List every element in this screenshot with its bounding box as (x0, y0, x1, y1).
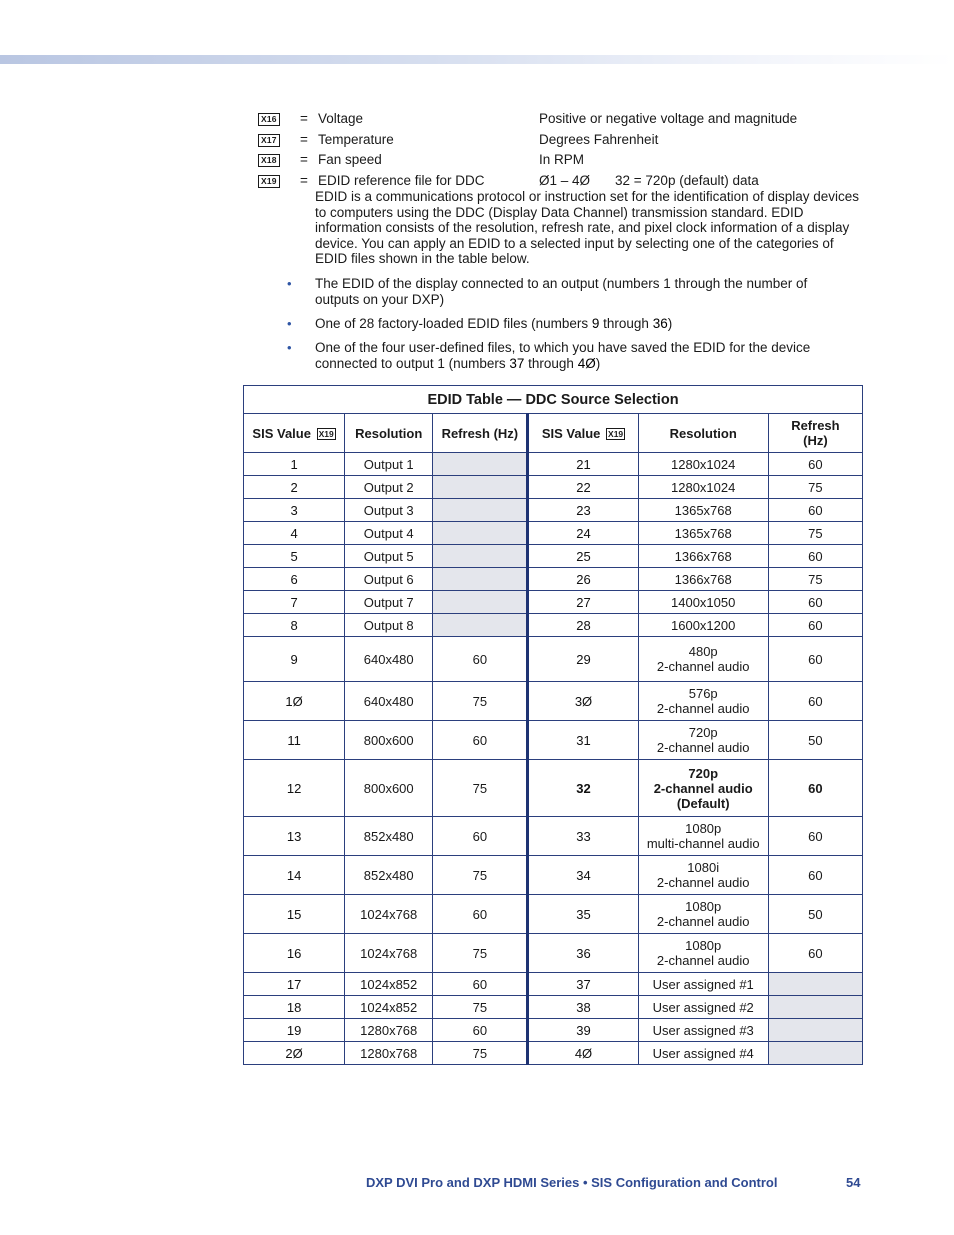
variable-name: Voltage (318, 111, 364, 126)
table-row (244, 499, 863, 522)
cell-resolution: 1024x852 (345, 973, 433, 996)
cell-sis-value: 33 (528, 817, 638, 856)
resolution-line: User assigned #3 (652, 1022, 754, 1038)
cell-resolution: 800x600 (345, 760, 433, 817)
list-item (287, 316, 847, 332)
bullet-number: 37 (509, 356, 525, 371)
table-title: EDID Table — DDC Source Selection (244, 386, 863, 414)
cell-refresh: 60 (433, 973, 528, 996)
variable-description: Positive or negative voltage and magnitude (539, 111, 798, 126)
cell-resolution: Output 7 (345, 591, 433, 614)
cell-sis-value: 12 (244, 760, 345, 817)
variable-name: Fan speed (318, 152, 382, 167)
header-resolution: Resolution (345, 414, 433, 453)
variable-row (258, 152, 858, 173)
table-header-row (244, 414, 863, 453)
cell-refresh (433, 499, 528, 522)
table-row (244, 934, 863, 973)
table-row (244, 856, 863, 895)
cell-resolution: 1024x768 (345, 934, 433, 973)
resolution-line: multi-channel audio (646, 836, 760, 851)
cell-refresh (768, 996, 862, 1019)
cell-refresh: 75 (433, 682, 528, 721)
cell-sis-value: 19 (244, 1019, 345, 1042)
cell-refresh (433, 591, 528, 614)
variable-name: EDID reference file for DDC (318, 172, 485, 188)
cell-resolution: 1280x768 (345, 1019, 433, 1042)
cell-refresh (433, 568, 528, 591)
bullet-text-part: through (599, 316, 653, 331)
resolution-line: 720p (688, 765, 719, 781)
cell-refresh: 60 (768, 614, 862, 637)
cell-sis-value: 2 (244, 476, 345, 499)
resolution-line: User assigned #4 (652, 1045, 754, 1061)
resolution-line: (Default) (676, 795, 730, 811)
resolution-line: 2-channel audio (656, 875, 750, 890)
variable-badge: X18 (258, 154, 280, 167)
bullet-text (315, 340, 810, 371)
cell-refresh: 60 (433, 721, 528, 760)
table-row (244, 545, 863, 568)
cell-refresh: 60 (768, 682, 862, 721)
header-label: SIS Value (252, 425, 311, 441)
cell-sis-value: 8 (244, 614, 345, 637)
cell-resolution: 800x600 (345, 721, 433, 760)
cell-refresh: 75 (433, 760, 528, 817)
cell-refresh (768, 1019, 862, 1042)
cell-sis-value: 22 (528, 476, 638, 499)
cell-refresh: 60 (433, 817, 528, 856)
cell-resolution: 852x480 (345, 856, 433, 895)
cell-resolution: Output 4 (345, 522, 433, 545)
cell-resolution (638, 760, 768, 817)
cell-resolution: Output 8 (345, 614, 433, 637)
cell-resolution (638, 568, 768, 591)
cell-refresh: 60 (433, 637, 528, 682)
resolution-line: User assigned #1 (652, 976, 754, 992)
bullet-text (315, 316, 672, 331)
cell-resolution (638, 996, 768, 1019)
header-badge: X19 (318, 428, 334, 439)
cell-refresh: 60 (433, 1019, 528, 1042)
table-row (244, 453, 863, 476)
cell-resolution: Output 1 (345, 453, 433, 476)
resolution-line: 576p (688, 686, 718, 701)
cell-sis-value: 25 (528, 545, 638, 568)
resolution-line: 1080p (685, 821, 722, 836)
header-sis-value (244, 414, 345, 453)
cell-refresh: 60 (768, 499, 862, 522)
cell-resolution (638, 1019, 768, 1042)
resolution-line: 2-channel audio (656, 701, 750, 716)
cell-refresh (433, 545, 528, 568)
resolution-line: 2-channel audio (656, 953, 750, 968)
cell-refresh: 75 (433, 996, 528, 1019)
bullet-text-part: One of 28 factory-loaded EDID files (numbers (315, 316, 592, 331)
cell-sis-value: 4Ø (528, 1042, 638, 1065)
bullet-text-part: through (524, 356, 578, 371)
cell-sis-value: 6 (244, 568, 345, 591)
cell-sis-value: 21 (528, 453, 638, 476)
bullet-icon: • (287, 316, 292, 331)
list-item (287, 276, 847, 308)
cell-sis-value: 36 (528, 934, 638, 973)
cell-sis-value: 13 (244, 817, 345, 856)
equals-sign: = (300, 152, 308, 167)
cell-sis-value: 31 (528, 721, 638, 760)
cell-refresh: 60 (768, 934, 862, 973)
header-refresh (768, 414, 862, 453)
variable-range: Ø1 – 4Ø (539, 172, 591, 188)
cell-resolution (638, 1042, 768, 1065)
resolution-line: 1600x1200 (671, 617, 736, 633)
table-row (244, 721, 863, 760)
variable-badge: X17 (258, 134, 280, 147)
header-badge: X19 (608, 428, 624, 439)
cell-sis-value: 37 (528, 973, 638, 996)
default-description: = 720p (default) data (630, 172, 759, 188)
cell-resolution (638, 476, 768, 499)
cell-refresh: 60 (768, 760, 862, 817)
cell-refresh (433, 522, 528, 545)
cell-refresh: 75 (768, 568, 862, 591)
cell-refresh: 75 (433, 1042, 528, 1065)
page-footer (366, 1175, 861, 1190)
cell-resolution (638, 721, 768, 760)
header-sis-value (528, 414, 638, 453)
cell-refresh (768, 973, 862, 996)
table-row (244, 682, 863, 721)
variable-row (258, 111, 858, 132)
cell-refresh: 60 (768, 591, 862, 614)
table-row (244, 637, 863, 682)
table-row (244, 760, 863, 817)
resolution-line: 2-channel audio (656, 740, 750, 755)
resolution-line: 2-channel audio (653, 780, 753, 796)
bullet-icon: • (287, 340, 292, 355)
table-row (244, 996, 863, 1019)
cell-resolution (638, 637, 768, 682)
cell-refresh: 75 (768, 476, 862, 499)
bullet-icon: • (287, 276, 292, 291)
resolution-line: 1080i (687, 860, 720, 875)
cell-resolution: Output 6 (345, 568, 433, 591)
resolution-line: 1400x1050 (671, 594, 736, 610)
cell-resolution (638, 522, 768, 545)
resolution-line: 1366x768 (674, 571, 732, 587)
resolution-line: 1280x1024 (671, 456, 736, 472)
header-gradient-bar (0, 55, 954, 64)
cell-sis-value: 1 (244, 453, 345, 476)
cell-refresh: 50 (768, 721, 862, 760)
cell-refresh (433, 614, 528, 637)
cell-sis-value: 2Ø (244, 1042, 345, 1065)
cell-refresh: 75 (768, 522, 862, 545)
variable-range-note (615, 173, 759, 188)
cell-sis-value: 17 (244, 973, 345, 996)
cell-resolution (638, 895, 768, 934)
table-row (244, 591, 863, 614)
cell-sis-value: 34 (528, 856, 638, 895)
cell-sis-value: 38 (528, 996, 638, 1019)
table-row (244, 522, 863, 545)
page-number: 54 (846, 1175, 861, 1190)
cell-refresh: 60 (768, 817, 862, 856)
cell-resolution: 640x480 (345, 682, 433, 721)
edid-table (243, 385, 863, 1065)
edid-description: EDID is a communications protocol or instruction set for the identification of display devices to computers using the DDC (Display Data Channel) transmission standard. EDID information consists of the resolution, refresh rate, and pixel clock information of a display device. You can apply an EDID to a selected input by selecting one of the categories of EDID files shown in the table below. (315, 189, 860, 267)
cell-resolution: 640x480 (345, 637, 433, 682)
cell-refresh (433, 476, 528, 499)
table-row (244, 973, 863, 996)
cell-resolution (638, 591, 768, 614)
cell-resolution (638, 856, 768, 895)
cell-resolution (638, 973, 768, 996)
header-label: SIS Value (541, 425, 601, 441)
variable-description: In RPM (539, 152, 585, 167)
cell-sis-value: 14 (244, 856, 345, 895)
resolution-line: 480p (688, 644, 718, 659)
cell-sis-value: 23 (528, 499, 638, 522)
resolution-line: 1080p (685, 899, 722, 914)
variable-badge: X19 (258, 175, 280, 188)
resolution-line: User assigned #2 (652, 999, 754, 1015)
bullet-text-part: ) (595, 356, 601, 371)
cell-resolution: Output 3 (345, 499, 433, 522)
resolution-line: 1366x768 (674, 548, 732, 564)
table-row (244, 895, 863, 934)
cell-sis-value: 7 (244, 591, 345, 614)
header-refresh: Refresh (Hz) (433, 414, 528, 453)
variable-description: Degrees Fahrenheit (539, 131, 659, 147)
resolution-line: 1365x768 (674, 502, 732, 518)
cell-resolution (638, 682, 768, 721)
cell-sis-value: 11 (244, 721, 345, 760)
resolution-line: 2-channel audio (656, 914, 750, 929)
cell-refresh: 60 (768, 856, 862, 895)
header-resolution: Resolution (638, 414, 768, 453)
table-row (244, 568, 863, 591)
cell-sis-value: 39 (528, 1019, 638, 1042)
bullet-text-part: One of the four user-defined files, to which you have saved the EDID for the device connected to output 1 (numbers (315, 340, 811, 371)
bullet-text-part: ) (667, 316, 673, 331)
cell-sis-value: 26 (528, 568, 638, 591)
header-label: (Hz) (803, 433, 828, 448)
cell-resolution (638, 934, 768, 973)
cell-sis-value: 15 (244, 895, 345, 934)
bullet-number: 9 (591, 316, 600, 331)
cell-sis-value: 3Ø (528, 682, 638, 721)
equals-sign: = (300, 172, 308, 188)
list-item (287, 340, 847, 372)
cell-refresh: 60 (768, 545, 862, 568)
cell-resolution: 1024x768 (345, 895, 433, 934)
default-value: 32 (615, 172, 631, 188)
variable-definitions (258, 111, 858, 193)
cell-resolution: Output 5 (345, 545, 433, 568)
cell-sis-value: 32 (528, 760, 638, 817)
table-row (244, 817, 863, 856)
cell-sis-value: 28 (528, 614, 638, 637)
resolution-line: 1080p (685, 938, 722, 953)
equals-sign: = (300, 111, 308, 126)
cell-sis-value: 16 (244, 934, 345, 973)
resolution-line: 1365x768 (674, 525, 732, 541)
cell-resolution (638, 453, 768, 476)
variable-name: Temperature (318, 131, 394, 147)
cell-resolution: 852x480 (345, 817, 433, 856)
table-row (244, 476, 863, 499)
cell-sis-value: 35 (528, 895, 638, 934)
cell-sis-value: 1Ø (244, 682, 345, 721)
cell-resolution (638, 499, 768, 522)
resolution-line: 2-channel audio (656, 659, 750, 674)
cell-sis-value: 5 (244, 545, 345, 568)
cell-sis-value: 29 (528, 637, 638, 682)
cell-refresh: 60 (768, 637, 862, 682)
cell-sis-value: 27 (528, 591, 638, 614)
cell-sis-value: 4 (244, 522, 345, 545)
cell-refresh: 60 (433, 895, 528, 934)
cell-sis-value: 24 (528, 522, 638, 545)
cell-resolution: Output 2 (345, 476, 433, 499)
cell-refresh: 50 (768, 895, 862, 934)
cell-resolution (638, 817, 768, 856)
bullet-number: 4Ø (577, 356, 596, 371)
variable-badge: X16 (258, 113, 280, 126)
cell-refresh: 60 (768, 453, 862, 476)
cell-resolution: 1024x852 (345, 996, 433, 1019)
table-row (244, 614, 863, 637)
equals-sign: = (300, 131, 308, 147)
cell-sis-value: 9 (244, 637, 345, 682)
bullet-number: 36 (652, 316, 668, 331)
cell-refresh (433, 453, 528, 476)
table-row (244, 1042, 863, 1065)
cell-resolution: 1280x768 (345, 1042, 433, 1065)
cell-refresh: 75 (433, 856, 528, 895)
cell-resolution (638, 545, 768, 568)
variable-row (258, 132, 858, 153)
header-label: Refresh (791, 418, 840, 433)
footer-title: DXP DVI Pro and DXP HDMI Series • SIS Configuration and Control (366, 1175, 778, 1190)
cell-sis-value: 18 (244, 996, 345, 1019)
bullet-text: The EDID of the display connected to an output (numbers 1 through the number of outputs on your DXP) (315, 276, 808, 307)
resolution-line: 1280x1024 (671, 479, 736, 495)
cell-refresh (768, 1042, 862, 1065)
bullet-list (287, 276, 847, 380)
cell-refresh: 75 (433, 934, 528, 973)
table-row (244, 1019, 863, 1042)
cell-sis-value: 3 (244, 499, 345, 522)
resolution-line: 720p (688, 725, 718, 740)
cell-resolution (638, 614, 768, 637)
